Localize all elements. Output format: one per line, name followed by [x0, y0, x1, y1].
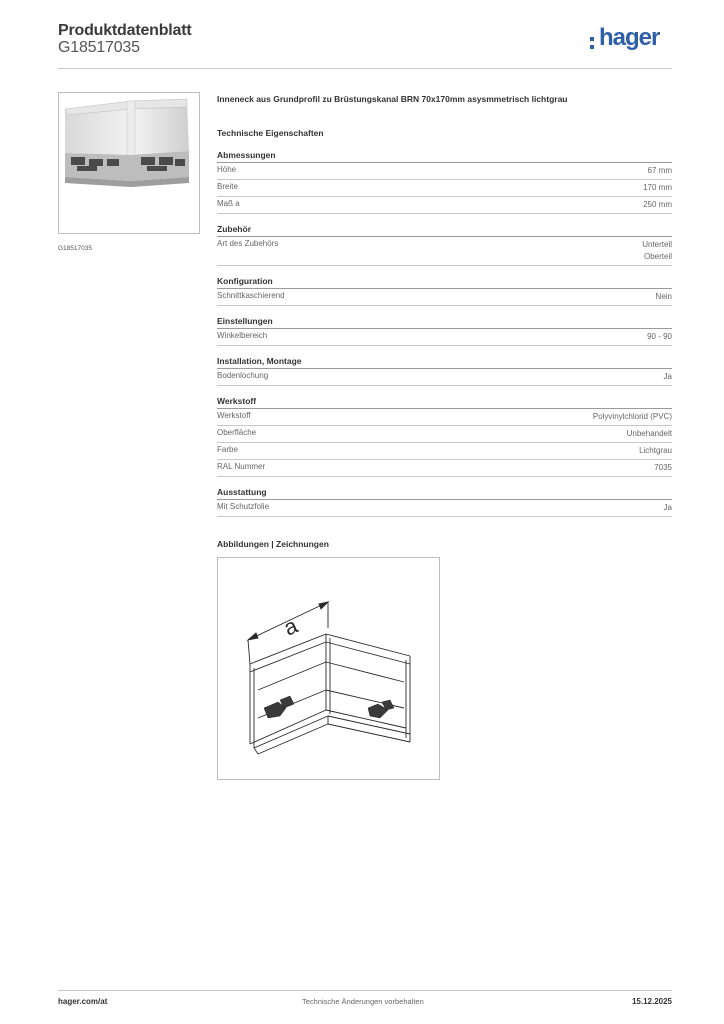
property-value: [656, 291, 672, 303]
property-row: [217, 289, 672, 306]
property-label: Oberfläche: [217, 428, 257, 437]
group-heading: Werkstoff: [217, 396, 672, 409]
property-value: [648, 165, 672, 177]
corner-drawing-icon: [218, 558, 439, 779]
group-heading: Konfiguration: [217, 276, 672, 289]
property-value: [654, 462, 672, 474]
property-value-line: 67 mm: [647, 166, 672, 175]
property-label: Maß a: [217, 199, 240, 208]
property-value-line: Unbehandelt: [626, 429, 672, 438]
property-group: [217, 356, 672, 386]
property-row: [217, 163, 672, 180]
property-value-line: Ja: [663, 372, 672, 381]
property-value: [639, 445, 672, 457]
property-group: [217, 487, 672, 517]
property-value-line: 250 mm: [643, 200, 672, 209]
property-label: Schnittkaschierend: [217, 291, 285, 300]
property-label: Bodenlochung: [217, 371, 269, 380]
product-title: Inneneck aus Grundprofil zu Brüstungskanal BRN 70x170mm asysmmetrisch lichtgrau: [217, 94, 568, 104]
property-value-line: Ja: [663, 503, 672, 512]
property-value-line: Nein: [655, 292, 672, 301]
property-label: Art des Zubehörs: [217, 239, 279, 248]
property-value: [643, 199, 672, 211]
property-value: [593, 411, 672, 423]
property-row: [217, 409, 672, 426]
footer-note: Technische Änderungen vorbehalten: [302, 997, 424, 1006]
property-value-line: 90 - 90: [647, 332, 672, 341]
group-heading: Installation, Montage: [217, 356, 672, 369]
property-group: [217, 396, 672, 477]
property-value: [664, 371, 672, 383]
page-title: Produktdatenblatt: [58, 22, 192, 39]
product-thumbnail: [58, 92, 200, 234]
property-row: [217, 197, 672, 214]
property-value-line: Oberteil: [643, 252, 672, 261]
drawings-heading: Abbildungen | Zeichnungen: [217, 539, 329, 549]
footer-website[interactable]: hager.com/at: [58, 997, 108, 1006]
property-group: [217, 224, 672, 266]
logo-dot-icon: [590, 37, 594, 41]
property-value: [664, 502, 672, 514]
property-label: Mit Schutzfolie: [217, 502, 270, 511]
property-group: [217, 150, 672, 214]
dimension-label: a: [279, 612, 302, 641]
property-group: [217, 276, 672, 306]
property-value: [643, 182, 672, 194]
property-value-line: Polyvinylchlorid (PVC): [592, 412, 672, 421]
property-group: [217, 316, 672, 346]
property-row: [217, 237, 672, 266]
property-label: Farbe: [217, 445, 238, 454]
property-label: Höhe: [217, 165, 237, 174]
property-label: Werkstoff: [217, 411, 251, 420]
property-groups: [217, 150, 672, 517]
product-photo-icon: [59, 93, 199, 233]
property-value: [627, 428, 672, 440]
tech-heading: Technische Eigenschaften: [217, 128, 324, 138]
property-row: [217, 500, 672, 517]
property-value-line: 170 mm: [643, 183, 672, 192]
property-value: [642, 239, 672, 263]
property-row: [217, 443, 672, 460]
property-label: Breite: [217, 182, 238, 191]
property-label: RAL Nummer: [217, 462, 266, 471]
property-row: [217, 329, 672, 346]
group-heading: Ausstattung: [217, 487, 672, 500]
property-row: [217, 426, 672, 443]
logo-text: hager: [599, 24, 660, 51]
hager-logo: [590, 24, 674, 56]
property-label: Winkelbereich: [217, 331, 268, 340]
property-value-line: Unterteil: [642, 240, 672, 249]
property-value-line: 7035: [654, 463, 672, 472]
property-value-line: Lichtgrau: [639, 446, 672, 455]
content-column: [217, 94, 672, 780]
header-divider: [58, 68, 672, 69]
footer-date: 15.12.2025: [631, 997, 672, 1006]
property-row: [217, 369, 672, 386]
logo-dot-icon: [590, 45, 594, 49]
group-heading: Einstellungen: [217, 316, 672, 329]
property-row: [217, 180, 672, 197]
footer-divider: [58, 990, 672, 991]
group-heading: Zubehör: [217, 224, 672, 237]
article-number: G18517035: [58, 39, 140, 56]
property-value: [647, 331, 672, 343]
thumbnail-caption: G18517035: [58, 245, 92, 252]
group-heading: Abmessungen: [217, 150, 672, 163]
technical-drawing: [217, 557, 440, 780]
property-row: [217, 460, 672, 477]
